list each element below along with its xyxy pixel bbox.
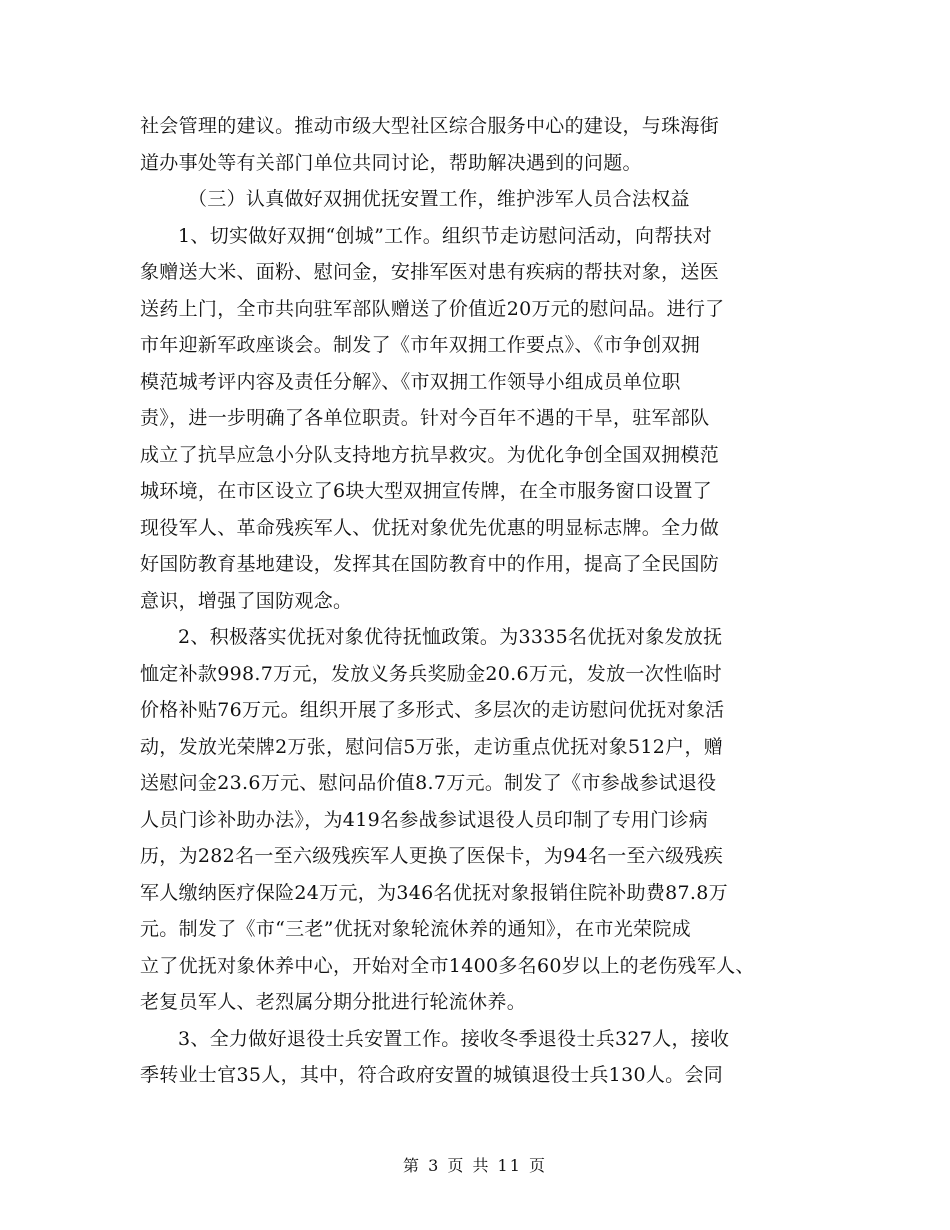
text-line: 送慰问金23.6万元、慰问品价值8.7万元。制发了《市参战参试退役: [140, 772, 717, 794]
text-line: 历，为282名一至六级残疾军人更换了医保卡，为94名一至六级残疾: [140, 845, 724, 867]
text-line: 送药上门，全市共向驻军部队赠送了价值近20万元的慰问品。进行了: [140, 297, 725, 320]
text-line: 模范城考评内容及责任分解》、《市双拥工作领导小组成员单位职: [140, 370, 681, 393]
paragraph-start: 1、切实做好双拥“创城”工作。组织节走访慰问活动，向帮扶对: [178, 224, 713, 247]
section-heading: （三）认真做好双拥优抚安置工作，维护涉军人员合法权益: [188, 188, 690, 210]
text-line: 责》，进一步明确了各单位职责。针对今百年不遇的干旱，驻军部队: [140, 407, 710, 429]
text-line: 立了优抚对象休养中心，开始对全市1400多名60岁以上的老伤残军人、: [140, 954, 755, 977]
text-line: 社会管理的建议。推动市级大型社区综合服务中心的建设，与珠海街: [140, 115, 720, 137]
text-line: 成立了抗旱应急小分队支持地方抗旱救灾。为优化争创全国双拥模范: [140, 443, 720, 466]
text-line: 动，发放光荣牌2万张，慰问信5万张，走访重点优抚对象512户，赠: [140, 735, 724, 758]
paragraph-start: 3、全力做好退役士兵安置工作。接收冬季退役士兵327人，接收: [178, 1027, 730, 1050]
text-line: 老复员军人、老烈属分期分批进行轮流休养。: [140, 991, 527, 1013]
text-line: 象赠送大米、面粉、慰问金，安排军医对患有疾病的帮扶对象，送医: [140, 261, 720, 283]
text-line: 意识，增强了国防观念。: [140, 589, 353, 612]
text-line: 军人缴纳医疗保险24万元，为346名优抚对象报销住院补助费87.8万: [140, 881, 728, 904]
text-line: 季转业士官35人，其中，符合政府安置的城镇退役士兵130人。会同: [140, 1064, 724, 1086]
text-line: 道办事处等有关部门单位共同讨论，帮助解决遇到的问题。: [140, 151, 642, 174]
text-line: 元。制发了《市“三老”优抚对象轮流休养的通知》，在市光荣院成: [140, 918, 691, 940]
text-line: 市年迎新军政座谈会。制发了《市年双拥工作要点》、《市争创双拥: [140, 334, 701, 356]
page-number-footer: 第 3 页 共 11 页: [403, 1156, 547, 1175]
text-line: 价格补贴76万元。组织开展了多形式、多层次的走访慰问优抚对象活: [140, 699, 725, 721]
text-line: 人员门诊补助办法》，为419名参战参试退役人员印制了专用门诊病: [140, 808, 709, 831]
document-body: [140, 108, 830, 1094]
text-line: 城环境，在市区设立了6块大型双拥宣传牌，在全市服务窗口设置了: [140, 480, 713, 502]
text-line: 好国防教育基地建设，发挥其在国防教育中的作用，提高了全民国防: [140, 553, 720, 575]
text-line: 恤定补款998.7万元，发放义务兵奖励金20.6万元，发放一次性临时: [140, 662, 722, 685]
paragraph-start: 2、积极落实优抚对象优待抚恤政策。为3335名优抚对象发放抚: [178, 626, 723, 648]
text-line: 现役军人、革命残疾军人、优抚对象优先优惠的明显标志牌。全力做: [140, 516, 720, 539]
